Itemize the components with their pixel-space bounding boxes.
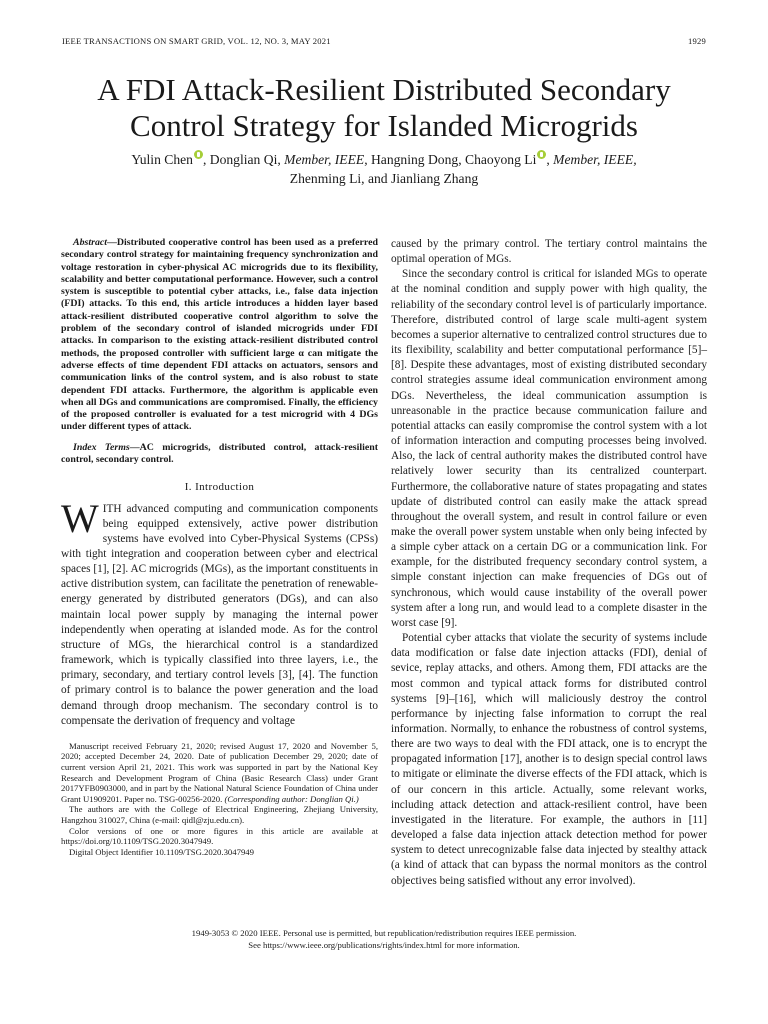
footnote-manuscript bbox=[61, 741, 378, 805]
page-number: 1929 bbox=[688, 36, 706, 46]
footnote-doi: Digital Object Identifier 10.1109/TSG.2020.3047949 bbox=[69, 846, 254, 857]
abstract-label: Abstract bbox=[73, 237, 108, 248]
intro-paragraph-text: ITH advanced computing and communication components being equipped extensively, active power distribution systems have evolved into Cyber-Physical Systems (CPSs) with tight integration and cooperation between cyber and electrical spaces [1], [2]. AC microgrids (MGs), as the important constituents in active distribution system, can facilitate the penetration of renewable-energy generated by distributed generators (DGs), and can also maintain local power supply by managing the internal power independently when operating at islanded mode. As for the control structure of MGs, the hierarchical control is a standardized framework, which is typically classified into three layers, i.e., the primary, secondary, and tertiary control levels [3], [4]. The function of primary control is to balance the power generation and the load demand through droop mechanism. The secondary control is to compensate the derivation of frequency and voltage bbox=[61, 502, 378, 727]
body-paragraph: caused by the primary control. The tertiary control maintains the optimal operation of MGs. bbox=[391, 238, 707, 266]
author-line-2: Zhenming Li, and Jianliang Zhang bbox=[289, 171, 479, 186]
author-role: Member, IEEE, bbox=[553, 152, 637, 167]
footnote-color: Color versions of one or more figures in this article are available at https://doi.org/10.1109/TSG.2020.3047949. bbox=[61, 825, 378, 847]
abstract bbox=[61, 237, 378, 434]
drop-cap: W bbox=[61, 495, 99, 541]
index-terms bbox=[61, 442, 378, 467]
corresponding-author: (Corresponding author: Donglian Qi.) bbox=[224, 793, 359, 804]
footnote bbox=[61, 741, 378, 858]
title-line-1: A FDI Attack-Resilient Distributed Secondary bbox=[97, 72, 671, 107]
index-terms-label: Index Terms bbox=[73, 441, 130, 453]
paper-title bbox=[40, 72, 728, 144]
journal-name: IEEE TRANSACTIONS ON SMART GRID, VOL. 12, NO. 3, MAY 2021 bbox=[62, 36, 331, 46]
author-separator: , bbox=[546, 152, 554, 167]
running-header bbox=[62, 36, 706, 50]
left-column bbox=[61, 237, 378, 857]
right-column bbox=[391, 237, 707, 889]
copyright-line-1: 1949-3053 © 2020 IEEE. Personal use is permitted, but republication/redistribution requires IEEE permission. bbox=[191, 928, 577, 938]
author-name: Yulin Chen bbox=[131, 152, 193, 167]
copyright-notice bbox=[60, 928, 708, 951]
body-paragraph: Since the secondary control is critical for islanded MGs to operate at the nominal condition and supply power with high quality, the reliability of the secondary control level is of particularly importance. Therefore, distributed control of large scale multi-agent system becomes a superior alternative to centralized control structures due to its flexibility, scalability and better computational performance [5]–[8]. Despite these advantages, most of existing distributed secondary control strategies assume ideal communication environment among DGs. Nevertheless, the ideal communication assumption is unreasonable in the practice because communication failure and potential attacks can easily compromise the control system with a lot of information interaction and computing processes being involved. Also, the lack of central authority makes the distributed control have relatively lower security than its centralized counterpart. Furthermore, the collaborative nature of states propagating and states update of distributed control can easily make the attack spread throughout the overall system, and result in control failure or even make the overall power system unstable when only being infected by a simple cyber attack on a certain DG or a communication link. For example, for the distributed frequency secondary control system, a simple constant injection can make frequencies of DGs out of synchronous, which would cause instability of the overall power system after a long run, and would lead to a complete disaster in the worst case [9]. bbox=[391, 268, 707, 629]
author-list bbox=[60, 150, 708, 188]
copyright-line-2: See https://www.ieee.org/publications/rights/index.html for more information. bbox=[248, 939, 520, 950]
author-line-1 bbox=[60, 150, 708, 169]
footnote-text: Manuscript received February 21, 2020; revised August 17, 2020 and November 5, 2020; accepted December 24, 2020. Date of publication December 29, 2020; date of current version April 21, 2021. This work was supported in part by the National Key Research and Development Program of China (Basic Research Class) under Grant 2017YFB0903000, and in part by the National Natural Science Foundation of China under Grant U1909201. Paper no. TSG-00256-2020. bbox=[61, 740, 378, 804]
abstract-text: —Distributed cooperative control has been used as a preferred secondary control strategy for maintaining frequency synchronization and voltage restoration in cyber-physical AC microgrids due to its flexibility, scalability and better computational performance. However, such a control system is susceptible to potential cyber attacks, i.e., false data injection (FDI) attacks. To this end, this article introduces a hidden layer based attack-resilient distributed cooperative control algorithm to solve the problem of the secondary control of islanded microgrids under FDI attacks. In comparison to the existing attack-resilient distributed control methods, the proposed controller with sufficient large α can mitigate the adverse effects of time dependent FDI attacks on actuators, sensors and communication links of the control system, and is also robust to state dependent FDI attacks. Furthermore, the algorithm is applicable even when all DGs and communications are compromised. Finally, the efficiency of the proposed controller is evaluated for a test microgrid with 4 DGs under different types of attack. bbox=[61, 237, 378, 433]
orcid-icon[interactable] bbox=[194, 150, 203, 159]
footnote-affiliation: The authors are with the College of Electrical Engineering, Zhejiang University, Hangzhou 310027, China (e-mail: qidl@zju.edu.cn). bbox=[61, 804, 378, 825]
body-paragraph: Potential cyber attacks that violate the security of systems include data modification or false date injection attacks (FDI), denial of sevice, replay attacks, and others. Among them, FDI attacks are the most common and typical attack forms for distributed control systems [9]–[16], which will maliciously destroy the control performance by injecting false information to corrupt the real information. Normally, to enhance the robustness of control systems, there are two ways to deal with the FDI attack, one is to encrypt the propagated information [17], another is to design special control laws to mitigate or eliminate the diverse effects of the FDI attack, which is of our concern in this article. Actually, some relevant works, including attack detection and attack-resilient control, have been investigated in the literature. For example, the authors in [11] developed a false data injection attack detection method for power system to detect unrecognizable false data injected by stealthy attack (a kind of attack that can bypass the normal monitors as the control objectives being satisfied without any error involved). bbox=[391, 632, 707, 887]
author-name: , Hangning Dong, Chaoyong Li bbox=[364, 152, 537, 167]
index-terms-text: —AC microgrids, distributed control, attack-resilient control, secondary control. bbox=[61, 441, 378, 466]
section-heading: I. Introduction bbox=[184, 481, 255, 494]
intro-paragraph bbox=[61, 495, 378, 729]
author-role: Member, IEEE bbox=[284, 152, 365, 167]
title-line-2: Control Strategy for Islanded Microgrids bbox=[130, 108, 638, 143]
author-name: , Donglian Qi, bbox=[202, 152, 285, 167]
